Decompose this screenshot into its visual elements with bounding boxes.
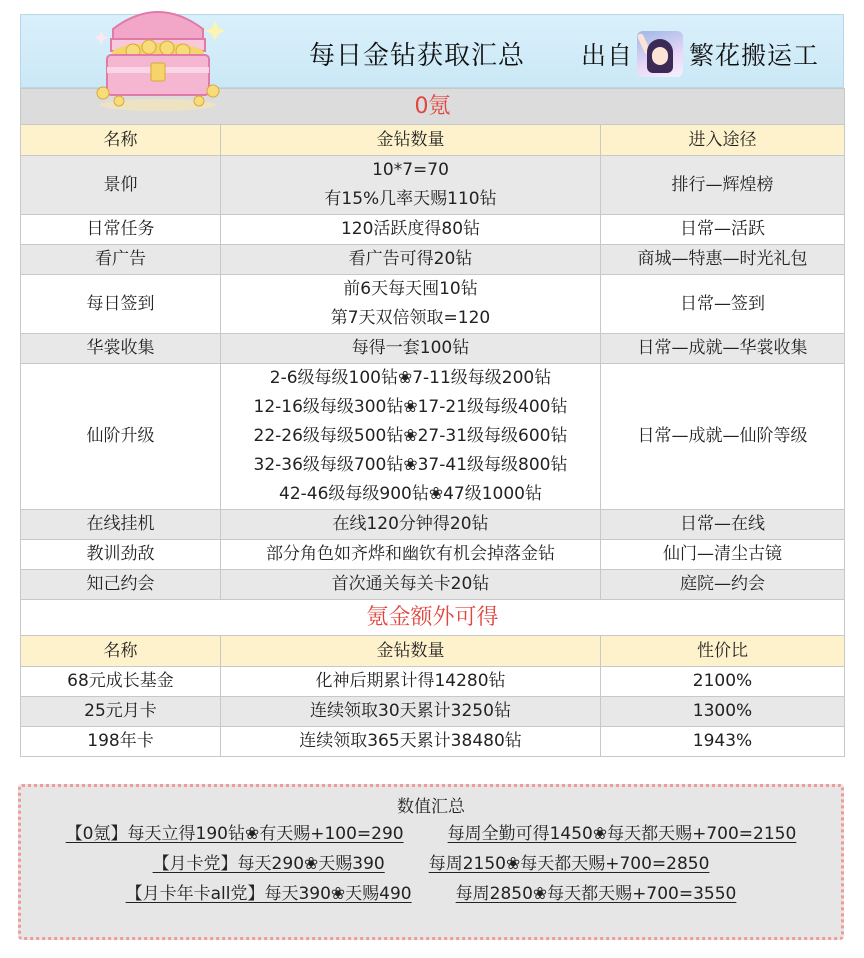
item-amount — [221, 510, 601, 540]
header-row-free — [21, 125, 845, 156]
summary-line — [21, 879, 841, 909]
amount-line: 每得一套100钻 — [351, 338, 470, 358]
column-header: 名称 — [21, 636, 221, 667]
item-ratio: 1300% — [601, 697, 845, 727]
section-paid-label: 氪金额外可得 — [21, 600, 845, 636]
section-free-label: 0氪 — [21, 89, 845, 125]
section-paid — [21, 600, 845, 636]
item-name: 25元月卡 — [21, 697, 221, 727]
summary-daily: 【月卡年卡all党】每天390❀天赐490 — [125, 884, 412, 904]
summary-daily: 【月卡党】每天290❀天赐390 — [152, 854, 385, 874]
item-name: 日常任务 — [21, 215, 221, 245]
summary-title: 数值汇总 — [397, 797, 465, 817]
item-amount — [221, 570, 601, 600]
item-ratio: 1943% — [601, 727, 845, 757]
item-path: 仙门—清尘古镜 — [601, 540, 845, 570]
item-amount — [221, 156, 601, 215]
amount-line: 2-6级每级100钻❀7-11级每级200钻 — [269, 368, 552, 388]
table-row — [21, 697, 845, 727]
item-name: 看广告 — [21, 245, 221, 275]
item-name: 知己约会 — [21, 570, 221, 600]
item-name: 教训劲敌 — [21, 540, 221, 570]
summary-line — [21, 849, 841, 879]
item-name: 68元成长基金 — [21, 667, 221, 697]
amount-line: 22-26级每级500钻❀27-31级每级600钻 — [253, 426, 568, 446]
table-row — [21, 275, 845, 334]
table-row — [21, 570, 845, 600]
amount-line: 第7天双倍领取=120 — [330, 308, 491, 328]
source-prefix: 出自 — [581, 41, 634, 70]
item-amount — [221, 334, 601, 364]
column-header: 性价比 — [601, 636, 845, 667]
header-row-paid — [21, 636, 845, 667]
summary-weekly: 每周2850❀每天都天赐+700=3550 — [455, 884, 737, 904]
item-name: 华裳收集 — [21, 334, 221, 364]
column-header: 名称 — [21, 125, 221, 156]
summary-box — [18, 784, 844, 940]
summary-line — [21, 819, 841, 849]
amount-line: 12-16级每级300钻❀17-21级每级400钻 — [253, 397, 568, 417]
item-path: 日常—签到 — [601, 275, 845, 334]
table-row — [21, 156, 845, 215]
table-row — [21, 245, 845, 275]
amount-line: 首次通关每关卡20钻 — [331, 574, 490, 594]
item-name: 在线挂机 — [21, 510, 221, 540]
item-amount — [221, 245, 601, 275]
item-amount — [221, 540, 601, 570]
item-amount: 连续领取30天累计3250钻 — [221, 697, 601, 727]
amount-line: 在线120分钟得20钻 — [332, 514, 489, 534]
table-row — [21, 334, 845, 364]
item-amount: 连续领取365天累计38480钻 — [221, 727, 601, 757]
item-amount — [221, 275, 601, 334]
item-path: 日常—活跃 — [601, 215, 845, 245]
item-name: 仙阶升级 — [21, 364, 221, 510]
source-credit — [581, 29, 819, 79]
item-path: 庭院—约会 — [601, 570, 845, 600]
table-row — [21, 727, 845, 757]
amount-line: 32-36级每级700钻❀37-41级每级800钻 — [253, 455, 568, 475]
table-row — [21, 667, 845, 697]
item-ratio: 2100% — [601, 667, 845, 697]
table-row — [21, 540, 845, 570]
amount-line: 42-46级每级900钻❀47级1000钻 — [279, 484, 542, 504]
column-header: 金钻数量 — [221, 636, 601, 667]
summary-sheet — [20, 14, 844, 757]
summary-weekly: 每周2150❀每天都天赐+700=2850 — [428, 854, 710, 874]
column-header: 进入途径 — [601, 125, 845, 156]
amount-line: 看广告可得20钻 — [348, 249, 473, 269]
amount-line: 有15%几率天赐110钻 — [324, 189, 497, 209]
column-header: 金钻数量 — [221, 125, 601, 156]
item-amount — [221, 364, 601, 510]
amount-line: 10*7=70 — [372, 160, 449, 180]
item-path: 排行—辉煌榜 — [601, 156, 845, 215]
item-path: 日常—在线 — [601, 510, 845, 540]
item-path: 日常—成就—华裳收集 — [601, 334, 845, 364]
item-name: 198年卡 — [21, 727, 221, 757]
amount-line: 前6天每天囤10钻 — [343, 279, 478, 299]
anime-avatar-icon — [637, 31, 683, 77]
item-name: 每日签到 — [21, 275, 221, 334]
summary-daily: 【0氪】每天立得190钻❀有天赐+100=290 — [65, 824, 404, 844]
amount-line: 部分角色如齐烨和幽钦有机会掉落金钻 — [266, 544, 555, 564]
title-bar — [20, 14, 844, 88]
table-row — [21, 215, 845, 245]
summary-weekly: 每周全勤可得1450❀每天都天赐+700=2150 — [447, 824, 797, 844]
source-name: 繁花搬运工 — [689, 41, 820, 70]
amount-line: 120活跃度得80钻 — [340, 219, 481, 239]
item-name: 景仰 — [21, 156, 221, 215]
gem-table — [20, 88, 845, 757]
item-path: 商城—特惠—时光礼包 — [601, 245, 845, 275]
treasure-chest-icon — [83, 1, 233, 113]
item-amount — [221, 215, 601, 245]
table-row — [21, 364, 845, 510]
item-amount: 化神后期累计得14280钻 — [221, 667, 601, 697]
table-row — [21, 510, 845, 540]
page-title: 每日金钻获取汇总 — [309, 41, 526, 71]
item-path: 日常—成就—仙阶等级 — [601, 364, 845, 510]
